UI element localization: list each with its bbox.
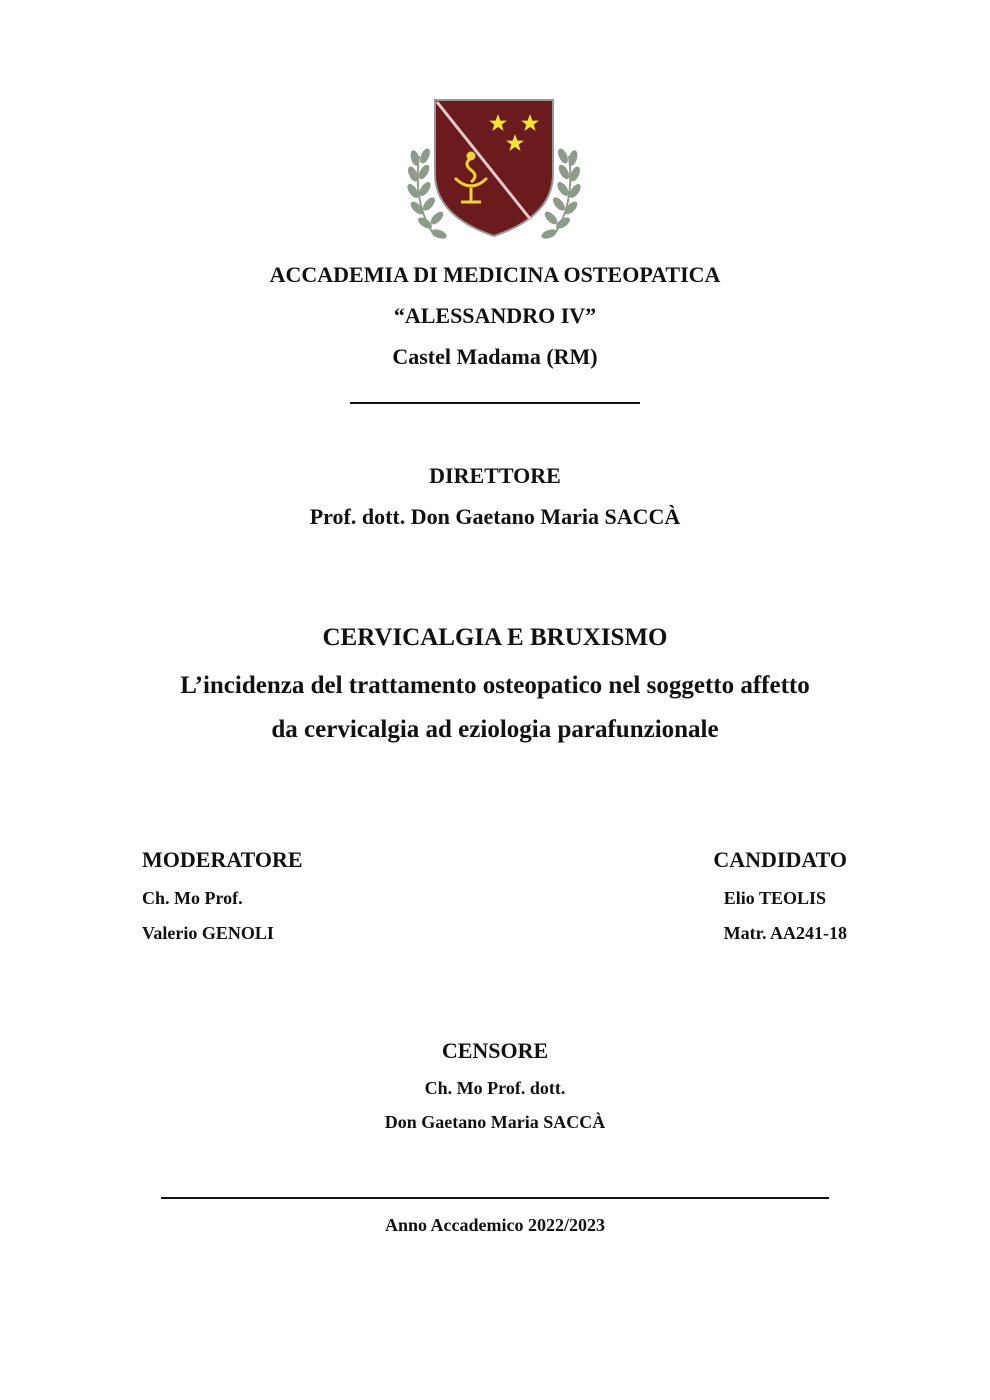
thesis-subtitle-line2: da cervicalgia ad eziologia parafunzionale [271, 716, 719, 743]
academy-crest-logo [405, 96, 583, 244]
censor-name: Don Gaetano Maria SACCÀ [384, 1112, 606, 1132]
divider-long [161, 1197, 829, 1199]
thesis-subtitle-line1: L’incidenza del trattamento osteopatico nel soggetto affetto [180, 672, 810, 699]
director-name: Prof. dott. Don Gaetano Maria SACCÀ [309, 504, 681, 529]
thesis-title: CERVICALGIA E BRUXISMO [322, 624, 668, 651]
censor-title: Ch. Mo Prof. dott. [424, 1078, 566, 1098]
candidate-matriculation: Matr. AA241-18 [723, 923, 847, 943]
divider-short [350, 402, 640, 404]
censor-label: CENSORE [441, 1038, 549, 1063]
moderator-label: MODERATORE [142, 847, 303, 872]
institution-name: ACCADEMIA DI MEDICINA OSTEOPATICA [269, 262, 721, 287]
director-label: DIRETTORE [429, 463, 561, 488]
academic-year: Anno Accademico 2022/2023 [385, 1215, 605, 1235]
candidate-name: Elio TEOLIS [723, 888, 826, 908]
moderator-name: Valerio GENOLI [142, 923, 274, 943]
institution-subtitle: “ALESSANDRO IV” [393, 303, 597, 328]
institution-location: Castel Madama (RM) [392, 344, 598, 369]
candidate-label: CANDIDATO [713, 847, 847, 872]
moderator-title: Ch. Mo Prof. [142, 888, 243, 908]
